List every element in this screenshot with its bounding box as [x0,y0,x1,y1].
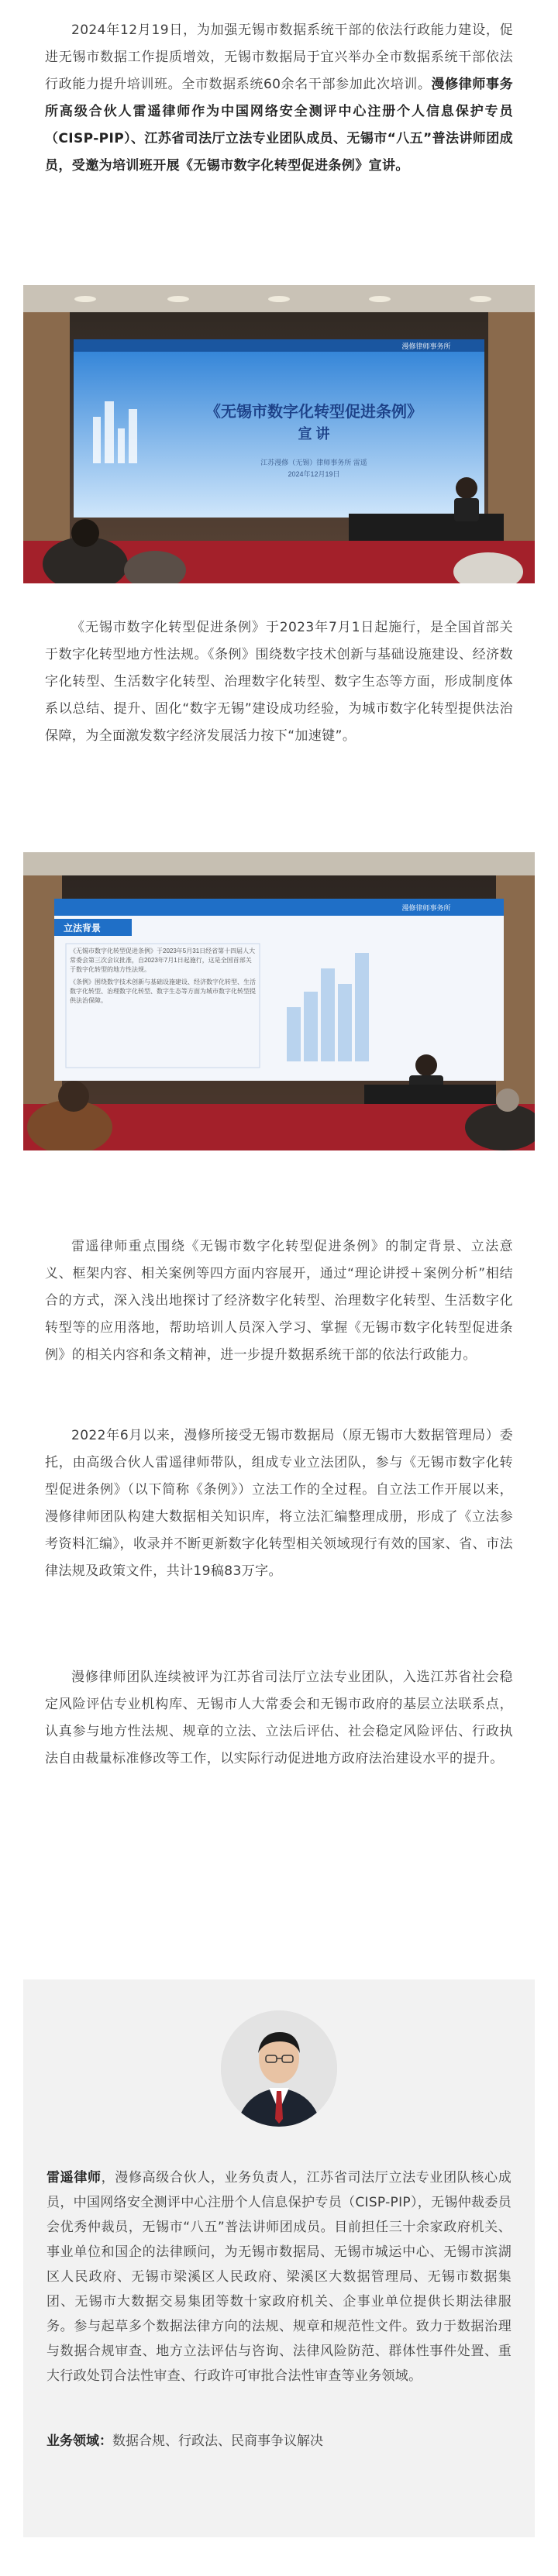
screen-presenter: 江苏漫修（无锡）律师事务所 雷遥 [260,459,367,466]
slide-line-1: 《无锡市数字化转型促进条例》于2023年5月31日经省第十四届人大常委会第三次会议批准，自2023年7月1日起施行，这是全国首部关于数字化转型的地方性法规。 [70,948,256,973]
lecture-scene-2 [23,852,535,1150]
slide-heading: 立法背景 [64,923,102,934]
lecture-photo-1 [23,285,535,583]
legislation-team-paragraph: 2022年6月以来，漫修所接受无锡市数据局（原无锡市大数据管理局）委托，由高级合伙人雷遥律师带队，组成专业立法团队，参与《无锡市数字化转型促进条例》（以下简称《条例》）立法工作的全过程。自立法工作开展以来，漫修律师团队构建大数据相关知识库，将立法汇编整理成册，形成了《立法参考资料汇编》，收录并不断更新数字化转型相关领域现行有效的国家、省、市法律法规及政策文件，共计19稿83万字。 [45,1428,513,1579]
lawyer-bio [46,2165,512,2389]
screen-logo-text: 漫修律师事务所 [401,342,451,350]
intro-text: 2024年12月19日，为加强无锡市数据系统干部的依法行政能力建设，促进无锡市数据工作提质增效，无锡市数据局于宜兴举办全市数据系统干部依法行政能力提升培训班。全市数据系统60余名干部参加此次培训。 [45,22,513,92]
business-area [46,2429,512,2454]
business-area-label: 业务领域： [46,2433,112,2449]
lawyer-avatar [221,2010,337,2127]
lecture-scene-1 [23,285,535,583]
team-honors-paragraph: 漫修律师团队连续被评为江苏省司法厅立法专业团队，入选江苏省社会稳定风险评估专业机构库、无锡市人大常委会和无锡市政府的基层立法联系点，认真参与地方性法规、规章的立法、立法后评估、社会稳定风险评估、行政执法自由裁量标准修改等工作，以实际行动促进地方政府法治建设水平的提升。 [45,1670,513,1766]
lawyer-portrait [221,2010,337,2127]
lawyer-bio-text: ，漫修高级合伙人，业务负责人，江苏省司法厅立法专业团队核心成员，中国网络安全测评中心注册个人信息保护专员（CISP-PIP），无锡仲裁委员会优秀仲裁员，无锡市“八五”普法讲师团成员。目前担任三十余家政府机关、事业单位和国企的法律顾问，为无锡市数据局、无锡市城运中心、无锡市滨湖区人民政府、无锡市梁溪区人民政府、梁溪区大数据管理局、无锡市数据集团、无锡市大数据交易集团等数十家政府机关、企事业单位提供长期法律服务。参与起草多个数据法律方向的法规、规章和规范性文件。致力于数据治理与数据合规审查、地方立法评估与咨询、法律风险防范、群体性事件处置、重大行政处罚合法性审查、行政许可审批合法性审查等业务领域。 [46,2170,512,2384]
screen-date: 2024年12月19日 [288,470,340,478]
intro-paragraph [45,17,513,180]
slide-line-2: 《条例》围绕数字技术创新与基础设施建设、经济数字化转型、生活数字化转型、治理数字化转型、数字生态等方面为城市数字化转型提供法治保障。 [70,978,256,1004]
lawyer-bio-card [23,1979,535,2537]
lecture-content-paragraph: 雷遥律师重点围绕《无锡市数字化转型促进条例》的制定背景、立法意义、框架内容、相关案例等四方面内容展开，通过“理论讲授＋案例分析”相结合的方式，深入浅出地探讨了经济数字化转型、治理数字化转型、生活数字化转型等的应用落地，帮助培训人员深入学习、掌握《无锡市数字化转型促进条例》的相关内容和条文精神，进一步提升数据系统干部的依法行政能力。 [45,1239,513,1363]
slide-logo-text: 漫修律师事务所 [401,904,451,912]
business-area-value: 数据合规、行政法、民商事争议解决 [112,2433,323,2449]
lecture-photo-2 [23,852,535,1150]
lawyer-name: 雷遥律师 [46,2170,102,2186]
regulation-paragraph: 《无锡市数字化转型促进条例》于2023年7月1日起施行，是全国首部关于数字化转型地方性法规。《条例》围绕数字技术创新与基础设施建设、经济数字化转型、生活数字化转型、治理数字化转型、数字生态等方面，形成制度体系以总结、提升、固化“数字无锡”建设成功经验，为城市数字化转型提供法治保障，为全面激发数字经济发展活力按下“加速键”。 [45,620,513,744]
screen-title: 《无锡市数字化转型促进条例》 [205,404,422,421]
intro-bold-text: 漫修律师事务所高级合伙人雷遥律师作为中国网络安全测评中心注册个人信息保护专员（CISP-PIP）、江苏省司法厅立法专业团队成员、无锡市“八五”普法讲师团成员，受邀为培训班开展《无锡市数字化转型促进条例》宣讲。 [45,77,513,174]
screen-subtitle: 宣 讲 [298,426,330,442]
